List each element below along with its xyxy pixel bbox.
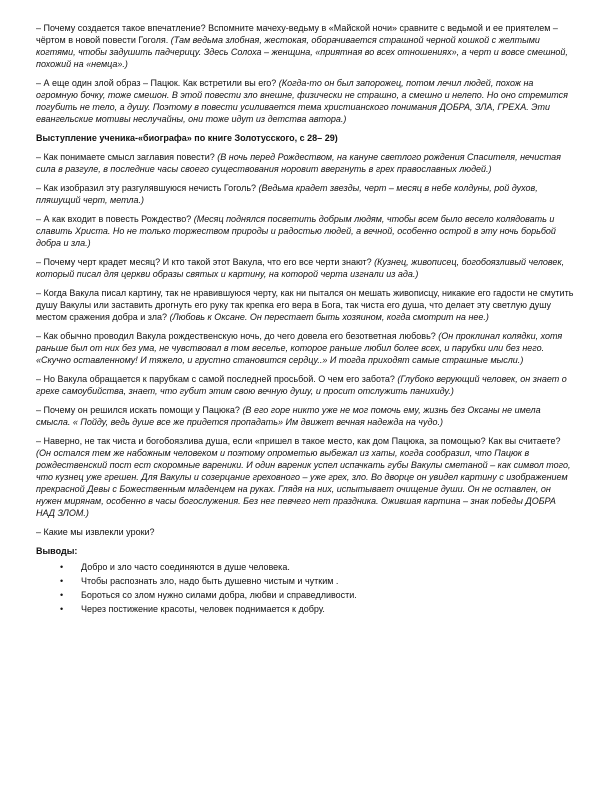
answer-text: (Там ведьма злобная, жестокая, оборачивается страшной черной кошкой с желтыми когтями, чтобы задушить падчерицу. Здесь Солоха – женщина, «приятная во всех отношениях», а черт и вовсе смешной, похожий на «немца».) bbox=[36, 35, 568, 69]
list-item bbox=[60, 575, 576, 587]
list-item bbox=[60, 589, 576, 601]
bullet-icon: • bbox=[60, 590, 64, 600]
question-paragraph bbox=[36, 404, 576, 428]
conclusions-title: Выводы: bbox=[36, 546, 78, 556]
list-item-text: Добро и зло часто соединяются в душе человека. bbox=[81, 562, 290, 572]
question-text: – Почему он решился искать помощи у Пацюка? bbox=[36, 405, 243, 415]
list-item-text: Бороться со злом нужно силами добра, любви и справедливости. bbox=[81, 590, 357, 600]
answer-text: (В ночь перед Рождеством, на кануне светлого рождения Спасителя, нечистая сила в разгуле, в последние часы своего существования норовит ввергнуть в грех православных людей.) bbox=[36, 152, 561, 174]
answer-text: (Когда-то он был запорожец, потом лечил людей, похож на огромную бочку, тоже смешон. В этой повести зло внешне, физически не страшно, а смешно и нелепо. Но оно стремится погубить не тело, а душу. Поэтому в повести усиливается тема христианского понимания ДОБРА, ЗЛА, ГРЕХА. Эти евангельские мотивы неслучайны, они тоже идут из детства автора.) bbox=[36, 78, 568, 124]
question-text: – Почему черт крадет месяц? И кто такой этот Вакула, что его все черти знают? bbox=[36, 257, 375, 267]
question-paragraph bbox=[36, 182, 576, 206]
conclusions-list bbox=[36, 561, 576, 615]
answer-text: (Месяц поднялся посветить добрым людям, чтобы всем было весело колядовать и славить Христа. Но не только торжеством природы и радостью людей, а вечной, особенно острой в эту ночь борьбой добра и зла.) bbox=[36, 214, 556, 248]
question-paragraph bbox=[36, 151, 576, 175]
question-paragraph bbox=[36, 213, 576, 249]
question-text: – Когда Вакула писал картину, так не нравившуюся черту, как ни пытался он мешать живописцу, никакие его гадости не смутить душу Вакулы или заставить дрогнуть его руку так крепка его вера в Бога, так чиста его душа, что делает эту светлую душу местом сражения добра и зла? bbox=[36, 288, 574, 322]
answer-text: (Глубоко верующий человек, он знает о грехе самоубийства, знает, что губит этим свою вечную душу, и просит отслужить панихиду.) bbox=[36, 374, 567, 396]
question-text: – Как изобразил эту разгулявшуюся нечисть Гоголь? bbox=[36, 183, 259, 193]
question-paragraph bbox=[36, 330, 576, 366]
question-text: – Наверно, не так чиста и богобоязлива душа, если «пришел в такое место, как дом Пацюка, за помощью? Как вы считаете? bbox=[36, 436, 561, 446]
section-heading: Выступление ученика-«биографа» по книге Золотусского, с 28– 29) bbox=[36, 133, 338, 143]
answer-text: (Кузнец, живописец, богобоязливый человек, который писал для церкви образы святых и картину, на которой черта изгнали из ада.) bbox=[36, 257, 565, 279]
question-paragraph bbox=[36, 435, 576, 519]
bullet-icon: • bbox=[60, 576, 64, 586]
list-item-text: Чтобы распознать зло, надо быть душевно чистым и чутким . bbox=[81, 576, 339, 586]
question-paragraph bbox=[36, 22, 576, 70]
bullet-icon: • bbox=[60, 604, 64, 614]
question-paragraph bbox=[36, 77, 576, 125]
question-text: – Почему создается такое впечатление? Вспомните мачеху-ведьму в «Майской ночи» сравните с ведьмой и ее приятелем – чёртом в новой повести Гоголя. bbox=[36, 23, 558, 45]
list-item bbox=[60, 603, 576, 615]
question-text: – Как обычно проводил Вакула рождественскую ночь, до чего довела его безответная любовь? bbox=[36, 331, 439, 341]
question-paragraph bbox=[36, 526, 576, 538]
question-text: – Но Вакула обращается к парубкам с самой последней просьбой. О чем его забота? bbox=[36, 374, 398, 384]
question-text: – А как входит в повесть Рождество? bbox=[36, 214, 194, 224]
question-paragraph bbox=[36, 373, 576, 397]
answer-text: (Он проклинал колядки, хотя раньше был от них без ума, не чувствовал в том веселье, которое раньше любил более всех, и парубки или без него. «Скучно оставленному! И тяжело, и грустно становится сердцу..» И тогда приходят самые страшные мысли.) bbox=[36, 331, 563, 365]
answer-text: (Ведьма крадет звезды, черт – месяц в небе колдуны, рой духов, пляшущий черт, метла.) bbox=[36, 183, 538, 205]
question-text: – А еще один злой образ – Пацюк. Как встретили вы его? bbox=[36, 78, 279, 88]
question-paragraph bbox=[36, 287, 576, 323]
answer-text: (Он остался тем же набожным человеком и поэтому опрометью выбежал из хаты, когда сообразил, что Пацюк в рождественский пост ест скоромные вареники. И один вареник успел испачкать губы Вакулы сметаной – как символ того, что кузнец уже грешен. Для Вакулы и созерцание греховного – уже грех, зло. Во дворце он увидел картину с изображением прекрасной Девы с Божественным младенцем на руках. Глядя на них, испытывает очищение души. Он не оставлен, он нужен мирянам, особенно в часы богослужения. Без нег певчего нет праздника. Ожившая картина – знак победы ДОБРА НАД ЗЛОМ.) bbox=[36, 448, 571, 518]
list-item-text: Через постижение красоты, человек поднимается к добру. bbox=[81, 604, 325, 614]
document-page bbox=[36, 22, 576, 617]
question-paragraph bbox=[36, 256, 576, 280]
question-text: – Как понимаете смысл заглавия повести? bbox=[36, 152, 218, 162]
list-item bbox=[60, 561, 576, 573]
answer-text: (Любовь к Оксане. Он перестает быть хозяином, когда смотрит на нее.) bbox=[169, 312, 489, 322]
question-text: – Какие мы извлекли уроки? bbox=[36, 527, 155, 537]
bullet-icon: • bbox=[60, 562, 64, 572]
answer-text: (В его горе никто уже не мог помочь ему, жизнь без Оксаны не имела смысла. « Пойду, ведь душе все же придется пропадать» Им движет вечная надежда на чудо.) bbox=[36, 405, 541, 427]
